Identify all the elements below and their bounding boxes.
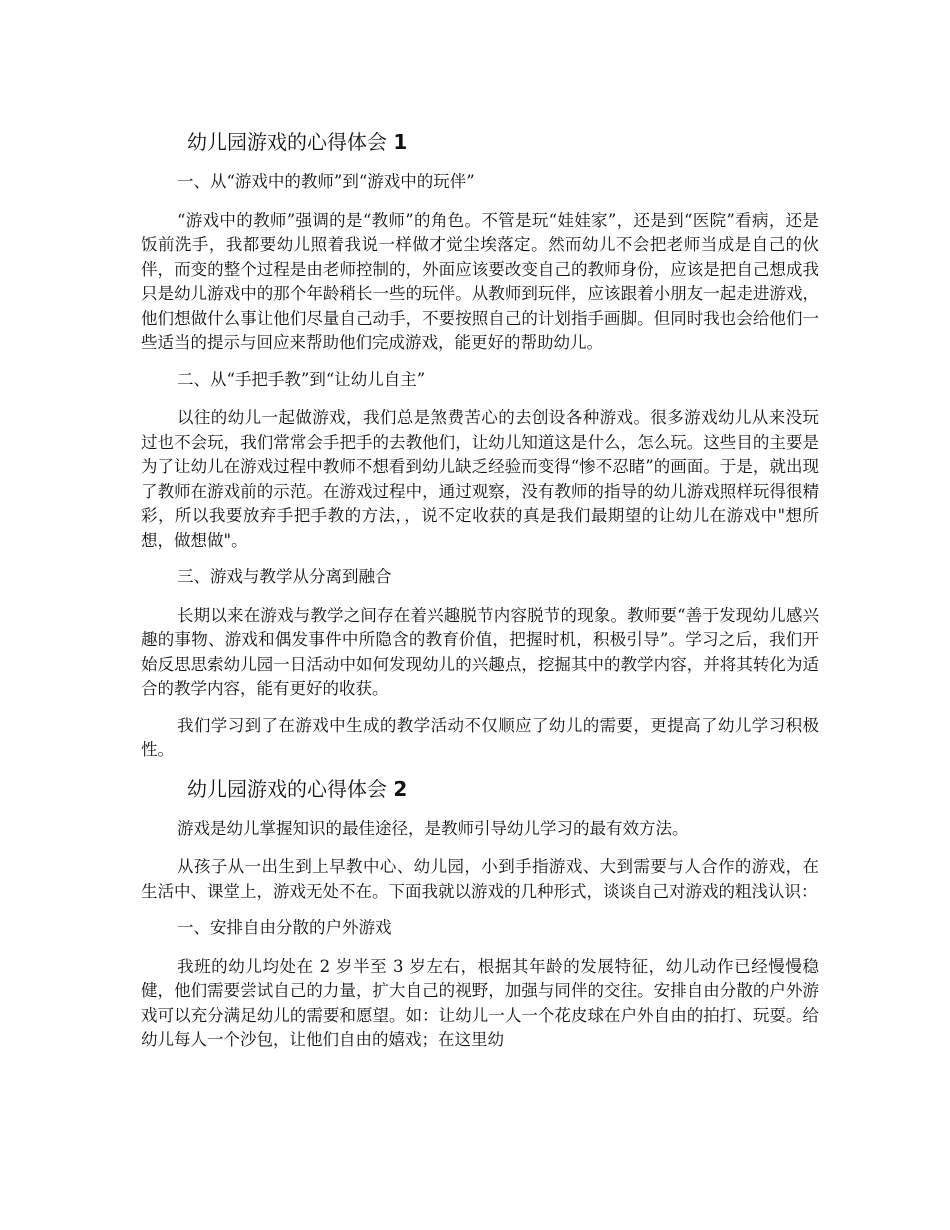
section-1-title [187, 128, 819, 156]
section-2-title-number: 2 [393, 776, 408, 801]
section-2-paragraph-1: 游戏是幼儿掌握知识的最佳途径，是教师引导幼儿学习的最有效方法。 [177, 818, 689, 838]
section-1-subheading-3: 三、游戏与教学从分离到融合 [177, 567, 392, 586]
section-1-paragraph-1: “游戏中的教师”强调的是“教师”的角色。不管是玩“娃娃家”，还是到“医院”看病，还是饭前洗手，我都要幼儿照着我说一样做才觉尘埃落定。然而幼儿不会把老师当成是自己的伙伴，而变的整个过程是由老师控制的，外面应该要改变自己的教师身份，应该是把自己想成我只是幼儿游戏中的那个年龄稍长一些的玩伴。从教师到玩伴，应该跟着小朋友一起走进游戏，他们想做什么事让他们尽量自己动手，不要按照自己的计划指手画脚。但同时我也会给他们一些适当的提示与回应来帮助他们完成游戏，能更好的帮助幼儿。 [141, 210, 819, 352]
section-1-title-number: 1 [393, 130, 408, 154]
section-1-paragraph-2: 以往的幼儿一起做游戏，我们总是煞费苦心的去创设各种游戏。很多游戏幼儿从来没玩过也不会玩，我们常常会手把手的去教他们，让幼儿知道这是什么，怎么玩。这些目的主要是为了让幼儿在游戏过程中教师不想看到幼儿缺乏经验而变得“惨不忍睹”的画面。于是，就出现了教师在游戏前的示范。在游戏过程中，通过观察，没有教师的指导的幼儿游戏照样玩得很精彩，所以我要放弃手把手教的方法，，说不定收获的真是我们最期望的让幼儿在游戏中"想所想，做想做"。 [141, 408, 819, 550]
section-2-title [187, 775, 819, 803]
section-1-subheading-1: 一、从“游戏中的教师”到“游戏中的玩伴” [177, 172, 475, 191]
section-1-paragraph-3: 长期以来在游戏与教学之间存在着兴趣脱节内容脱节的现象。教师要“善于发现幼儿感兴趣的事物、游戏和偶发事件中所隐含的教育价值，把握时机，积极引导”。学习之后，我们开始反思思索幼儿园一日活动中如何发现幼儿的兴趣点，挖掘其中的教学内容，并将其转化为适合的教学内容，能有更好的收获。 [141, 605, 819, 698]
document-body [141, 118, 819, 1065]
section-2-title-text: 幼儿园游戏的心得体会 [187, 776, 387, 801]
section-2-paragraph-3: 我班的幼儿均处在 2 岁半至 3 岁左右，根据其年龄的发展特征，幼儿动作已经慢慢稳健，他们需要尝试自己的力量，扩大自己的视野，加强与同伴的交往。安排自由分散的户外游戏可以充分满足幼儿的需要和愿望。如：让幼儿一人一个花皮球在户外自由的拍打、玩耍。给幼儿每人一个沙包，让他们自由的嬉戏；在这里幼 [141, 956, 819, 1049]
section-1-subheading-2: 二、从“手把手教”到“让幼儿自主” [177, 369, 426, 389]
section-1-paragraph-4: 我们学习到了在游戏中生成的教学活动不仅顺应了幼儿的需要，更提高了幼儿学习积极性。 [141, 715, 819, 759]
section-2-paragraph-2: 从孩子从一出生到上早教中心、幼儿园，小到手指游戏、大到需要与人合作的游戏，在生活中、课堂上，游戏无处不在。下面我就以游戏的几种形式，谈谈自己对游戏的粗浅认识： [141, 857, 819, 901]
section-1-title-text: 幼儿园游戏的心得体会 [187, 130, 387, 154]
section-2-subheading-1: 一、安排自由分散的户外游戏 [177, 918, 392, 937]
